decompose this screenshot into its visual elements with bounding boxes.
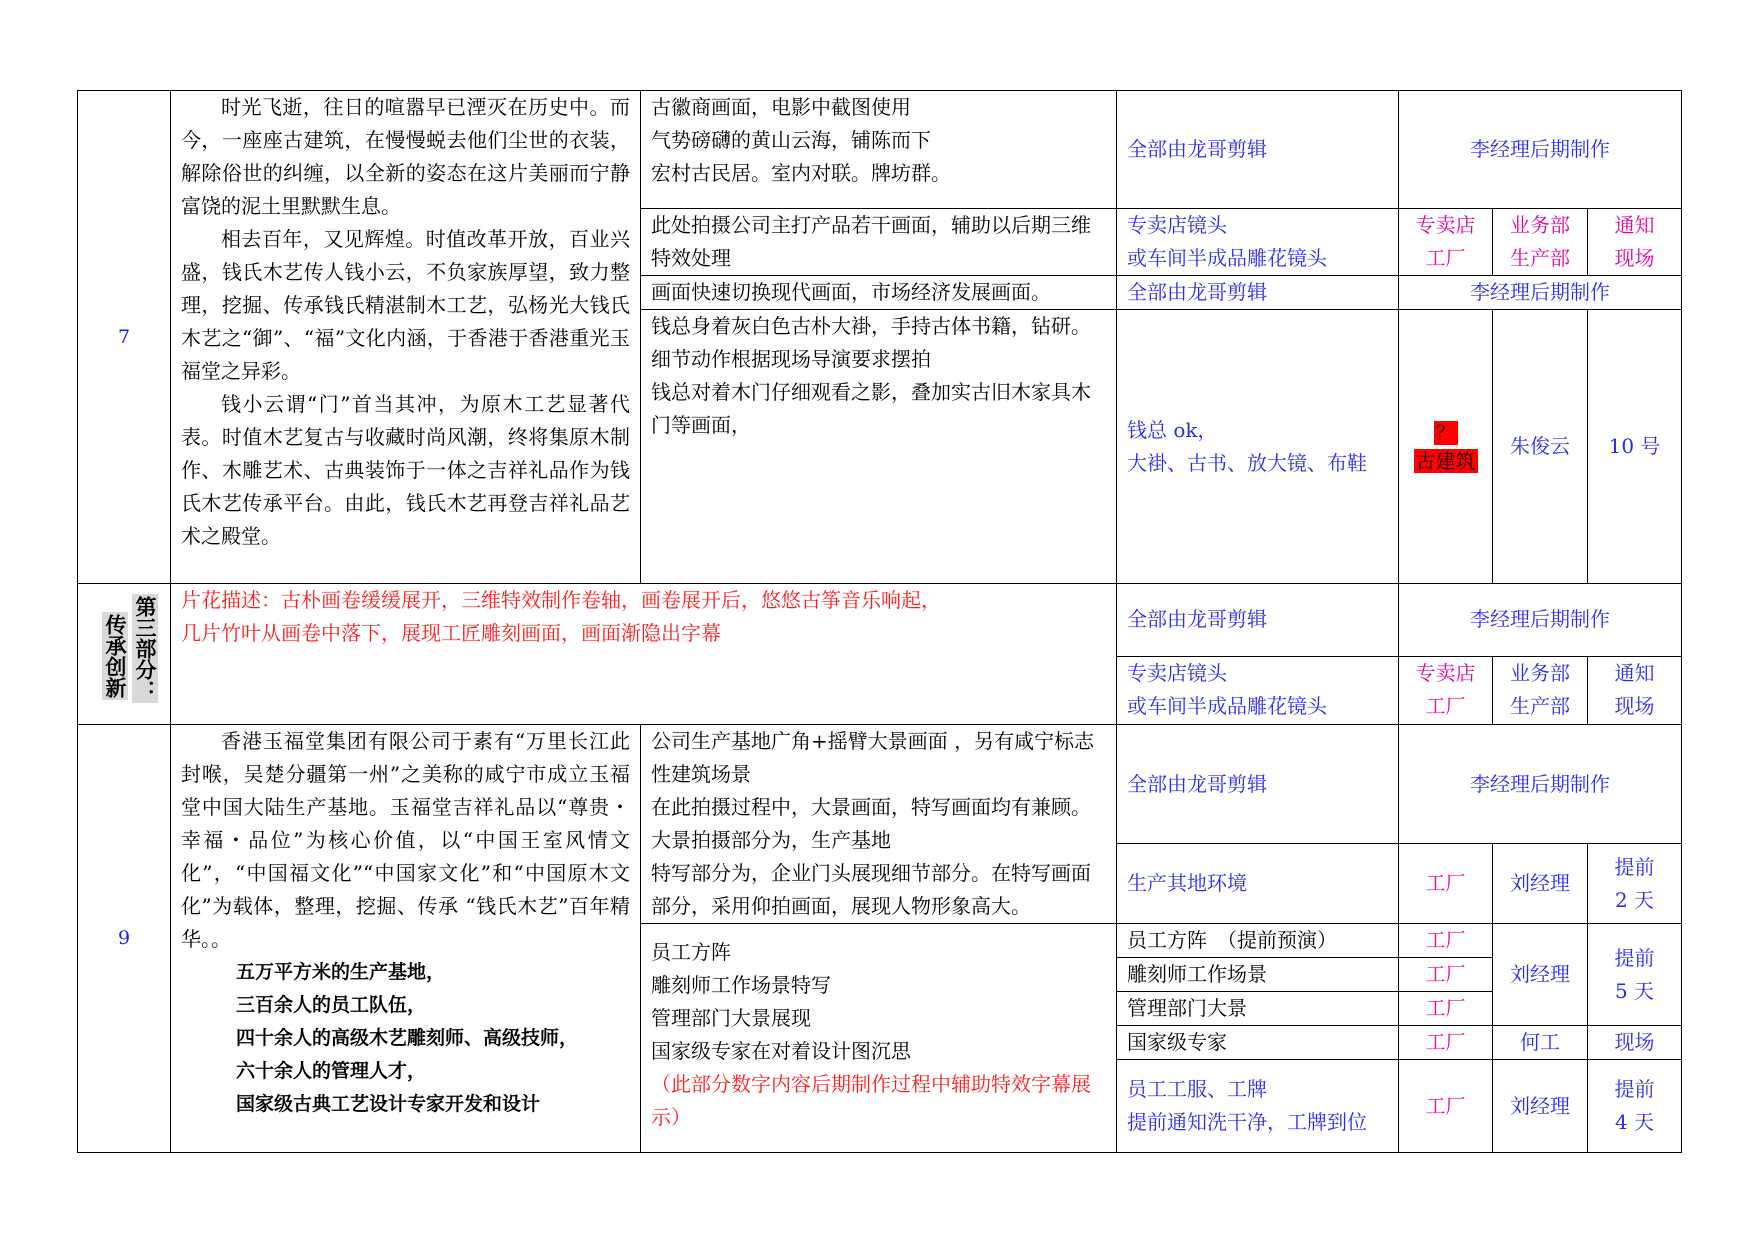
person-cell: 刘经理 (1493, 924, 1588, 1026)
location-cell: 工厂 (1399, 1060, 1493, 1153)
shot-source: 国家级专家 (1117, 1026, 1399, 1060)
location-line: 专卖店 (1415, 213, 1476, 237)
row-number: 7 (78, 91, 171, 584)
source-line: 钱总 ok， (1127, 417, 1218, 442)
shot-source (1117, 310, 1399, 584)
location-mark: ？ (1435, 420, 1456, 445)
location-line: 工厂 (1425, 693, 1466, 718)
notice-line: 现场 (1614, 246, 1655, 270)
narration-paragraph: 相去百年，又见辉煌。时值改革开放，百业兴盛，钱氏木艺传人钱小云，不负家族厚望，致力整理，挖掘、传承钱氏精湛制木工艺，弘杨光大钱氏木艺之“御”、“福”文化内涵，于香港于香港重光玉福堂之异彩。 (181, 227, 630, 383)
person-cell: 刘经理 (1493, 844, 1588, 924)
section-label-cell (78, 584, 171, 725)
narration-cell (171, 725, 641, 1153)
shot-description (641, 924, 1117, 1153)
desc-line: 宏村古民居。室内对联。牌坊群。 (651, 161, 951, 185)
location-cell: 工厂 (1399, 844, 1493, 924)
narration-cell (171, 91, 641, 584)
shot-source: 管理部门大景 (1117, 992, 1399, 1026)
shot-description (641, 725, 1117, 924)
department-line: 生产部 (1510, 246, 1570, 270)
notice-cell (1588, 209, 1682, 276)
location-line: 工厂 (1425, 246, 1466, 270)
notice-line: 提前 (1614, 945, 1655, 970)
location-cell (1399, 209, 1493, 276)
shot-source: 全部由龙哥剪辑 (1117, 584, 1399, 657)
notice-line: 通知 (1614, 660, 1655, 685)
table-row (78, 584, 1682, 657)
location-cell: 工厂 (1399, 992, 1493, 1026)
notice-line: 提前 (1614, 854, 1655, 879)
clip-line: 片花描述：古朴画卷缓缓展开，三维特效制作卷轴，画卷展开后，悠悠古筝音乐响起， (181, 588, 941, 612)
source-line: 提前通知洗干净，工牌到位 (1127, 1110, 1367, 1134)
desc-line: 特写部分为，企业门头展现细节部分。在特写画面部分，采用仰拍画面，展现人物形象高大。 (651, 861, 1091, 918)
shot-source: 全部由龙哥剪辑 (1117, 91, 1399, 209)
table-row (78, 91, 1682, 209)
narration-paragraph: 香港玉福堂集团有限公司于素有“万里长江此封喉，吴楚分疆第一州”之美称的咸宁市成立玉福堂中国大陆生产基地。玉福堂吉祥礼品以“尊贵・幸福・品位”为核心价值，以“中国王室风情文化”，“中国福文化”“中国家文化”和“中国原木文化”为载体，整理，挖掘、传承 “钱氏木艺”百年精华。。 (181, 729, 630, 951)
location-line: 专卖店 (1415, 660, 1476, 685)
shot-source: 雕刻师工作场景 (1117, 958, 1399, 992)
department-line: 业务部 (1510, 213, 1570, 237)
shot-source (1117, 1060, 1399, 1153)
location-cell: 工厂 (1399, 958, 1493, 992)
notice-line: 现场 (1614, 693, 1655, 718)
notice-line: 2 天 (1614, 887, 1655, 912)
section-title: 第三部分： (133, 596, 157, 701)
highlight-line: 五万平方米的生产基地， (236, 961, 446, 983)
clip-line: 几片竹叶从画卷中落下，展现工匠雕刻画面，画面渐隐出字幕 (181, 621, 721, 645)
desc-line: 大景拍摄部分为，生产基地 (651, 828, 891, 852)
post-production: 李经理后期制作 (1399, 725, 1682, 844)
location-cell: 工厂 (1399, 924, 1493, 958)
source-line: 大褂、古书、放大镜、布鞋 (1127, 450, 1367, 475)
shot-source: 员工方阵 （提前预演） (1117, 924, 1399, 958)
narration-paragraph: 时光飞逝，往日的喧嚣早已湮灭在历史中。而今，一座座古建筑，在慢慢蜕去他们尘世的衣装，解除俗世的纠缠，以全新的姿态在这片美丽而宁静富饶的泥土里默默生息。 (181, 95, 630, 218)
desc-line: 国家级专家在对着设计图沉思 (651, 1039, 911, 1063)
desc-line: 气势磅礴的黄山云海，铺陈而下 (651, 128, 931, 152)
notice-cell (1588, 844, 1682, 924)
post-production: 李经理后期制作 (1399, 584, 1682, 657)
shot-source (1117, 209, 1399, 276)
desc-line: 员工方阵 (651, 940, 731, 964)
table-row (78, 725, 1682, 844)
shot-source: 全部由龙哥剪辑 (1117, 276, 1399, 310)
highlight-line: 六十余人的管理人才， (236, 1060, 427, 1082)
desc-line: 细节动作根据现场导演要求摆拍 (651, 347, 931, 371)
department-cell (1493, 656, 1588, 725)
person-cell: 何工 (1493, 1026, 1588, 1060)
highlight-line: 三百余人的员工队伍， (236, 994, 427, 1016)
location-cell: 工厂 (1399, 1026, 1493, 1060)
source-line: 或车间半成品雕花镜头 (1127, 693, 1327, 718)
post-production: 李经理后期制作 (1399, 91, 1682, 209)
desc-line: 钱总身着灰白色古朴大褂，手持古体书籍，钻研。 (651, 314, 1091, 338)
desc-line: 钱总对着木门仔细观看之影，叠加实古旧木家具木门等画面， (651, 380, 1091, 437)
desc-line: 古徽商画面，电影中截图使用 (651, 95, 911, 119)
notice-cell (1588, 924, 1682, 1026)
notice-cell: 现场 (1588, 1026, 1682, 1060)
highlight-line: 四十余人的高级木艺雕刻师、高级技师， (236, 1027, 579, 1049)
shot-description (641, 310, 1117, 584)
desc-line: 在此拍摄过程中，大景画面，特写画面均有兼顾。 (651, 795, 1091, 819)
row-number: 9 (78, 725, 171, 1153)
source-line: 或车间半成品雕花镜头 (1127, 246, 1327, 270)
notice-line: 4 天 (1614, 1110, 1655, 1134)
post-production: 李经理后期制作 (1399, 276, 1682, 310)
notice-line: 5 天 (1614, 978, 1655, 1003)
desc-line: 管理部门大景展现 (651, 1006, 811, 1030)
clip-description (171, 584, 1117, 725)
source-line: 专卖店镜头 (1127, 660, 1227, 685)
location-cell (1399, 656, 1493, 725)
shot-source: 全部由龙哥剪辑 (1117, 725, 1399, 844)
effects-note: （此部分数字内容后期制作过程中辅助特效字幕展示） (651, 1072, 1091, 1129)
section-subtitle: 传承创新 (103, 614, 127, 698)
person-cell: 刘经理 (1493, 1060, 1588, 1153)
highlight-line: 国家级古典工艺设计专家开发和设计 (236, 1093, 541, 1115)
notice-cell (1588, 1060, 1682, 1153)
department-line: 生产部 (1510, 693, 1570, 718)
shot-source (1117, 656, 1399, 725)
shot-source: 生产其地环境 (1117, 844, 1399, 924)
shot-description: 画面快速切换现代画面，市场经济发展画面。 (641, 276, 1117, 310)
department-cell (1493, 209, 1588, 276)
department-line: 业务部 (1510, 660, 1570, 685)
location-cell (1399, 310, 1493, 584)
narration-paragraph: 钱小云谓“门”首当其冲，为原木工艺显著代表。时值木艺复古与收藏时尚风潮，终将集原木制作、木雕艺术、古典装饰于一体之吉祥礼品作为钱氏木艺传承平台。由此，钱氏木艺再登吉祥礼品艺术之殿堂。 (181, 392, 630, 548)
desc-line: 雕刻师工作场景特写 (651, 973, 831, 997)
notice-cell (1588, 656, 1682, 725)
source-line: 员工工服、工牌 (1127, 1077, 1267, 1101)
shot-description: 此处拍摄公司主打产品若干画面，辅助以后期三维特效处理 (641, 209, 1117, 276)
notice-line: 通知 (1614, 213, 1655, 237)
desc-line: 公司生产基地广角+摇臂大景画面 ，另有咸宁标志性建筑场景 (651, 729, 1095, 786)
date-cell: 10 号 (1588, 310, 1682, 584)
notice-line: 提前 (1614, 1077, 1655, 1101)
person-cell: 朱俊云 (1493, 310, 1588, 584)
source-line: 专卖店镜头 (1127, 213, 1227, 237)
shooting-script-table (77, 90, 1682, 1153)
shot-description (641, 91, 1117, 209)
location-highlight: 古建筑 (1415, 448, 1476, 473)
